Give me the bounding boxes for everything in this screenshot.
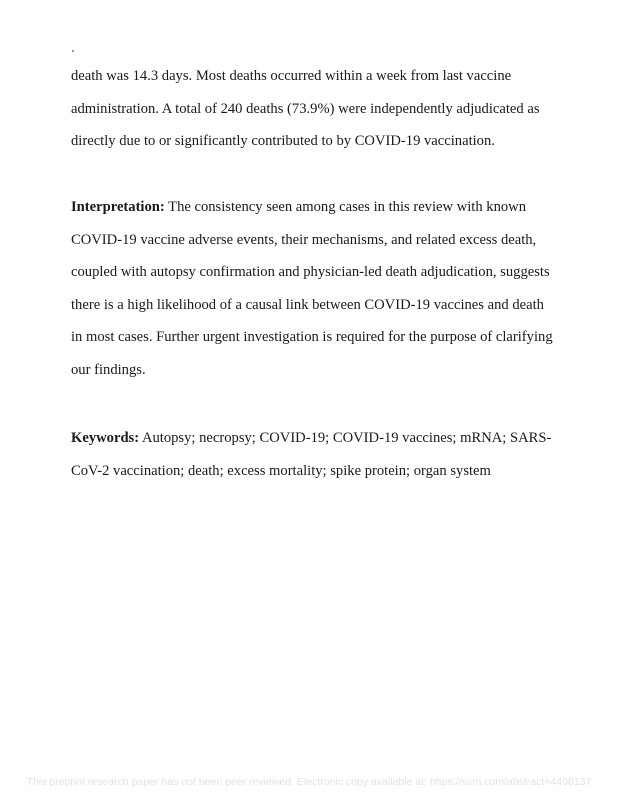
keywords-paragraph [71,422,551,487]
preprint-footer-notice: This preprint research paper has not been peer reviewed. Electronic copy available at: https://ssrn.com/abstract=4496137 [26,776,592,788]
text-line: directly due to or significantly contributed to by COVID-19 vaccination. [71,133,495,149]
text-fragment: The consistency seen among cases in this review with known [164,199,527,215]
interpretation-paragraph [71,191,551,386]
text-fragment: Autopsy; necropsy; COVID-19; COVID-19 vaccines; mRNA; SARS- [139,430,552,446]
keywords-label: Keywords: [71,430,140,446]
text-line [71,191,551,224]
scan-speck [72,50,74,52]
results-paragraph [71,60,551,158]
text-line: CoV-2 vaccination; death; excess mortality; spike protein; organ system [71,462,491,479]
text-line: there is a high likelihood of a causal link between COVID-19 vaccines and death [71,296,544,313]
text-line: COVID-19 vaccine adverse events, their mechanisms, and related excess death, [71,231,537,248]
text-line [71,422,551,455]
text-line: in most cases. Further urgent investigation is required for the purpose of clarifying [71,329,553,345]
text-line: administration. A total of 240 deaths (73.9%) were independently adjudicated as [71,100,540,117]
interpretation-label: Interpretation: [71,199,165,215]
text-line: our findings. [71,361,146,378]
text-line: coupled with autopsy confirmation and physician-led death adjudication, suggests [71,264,550,280]
text-line: death was 14.3 days. Most deaths occurred within a week from last vaccine [71,68,512,84]
